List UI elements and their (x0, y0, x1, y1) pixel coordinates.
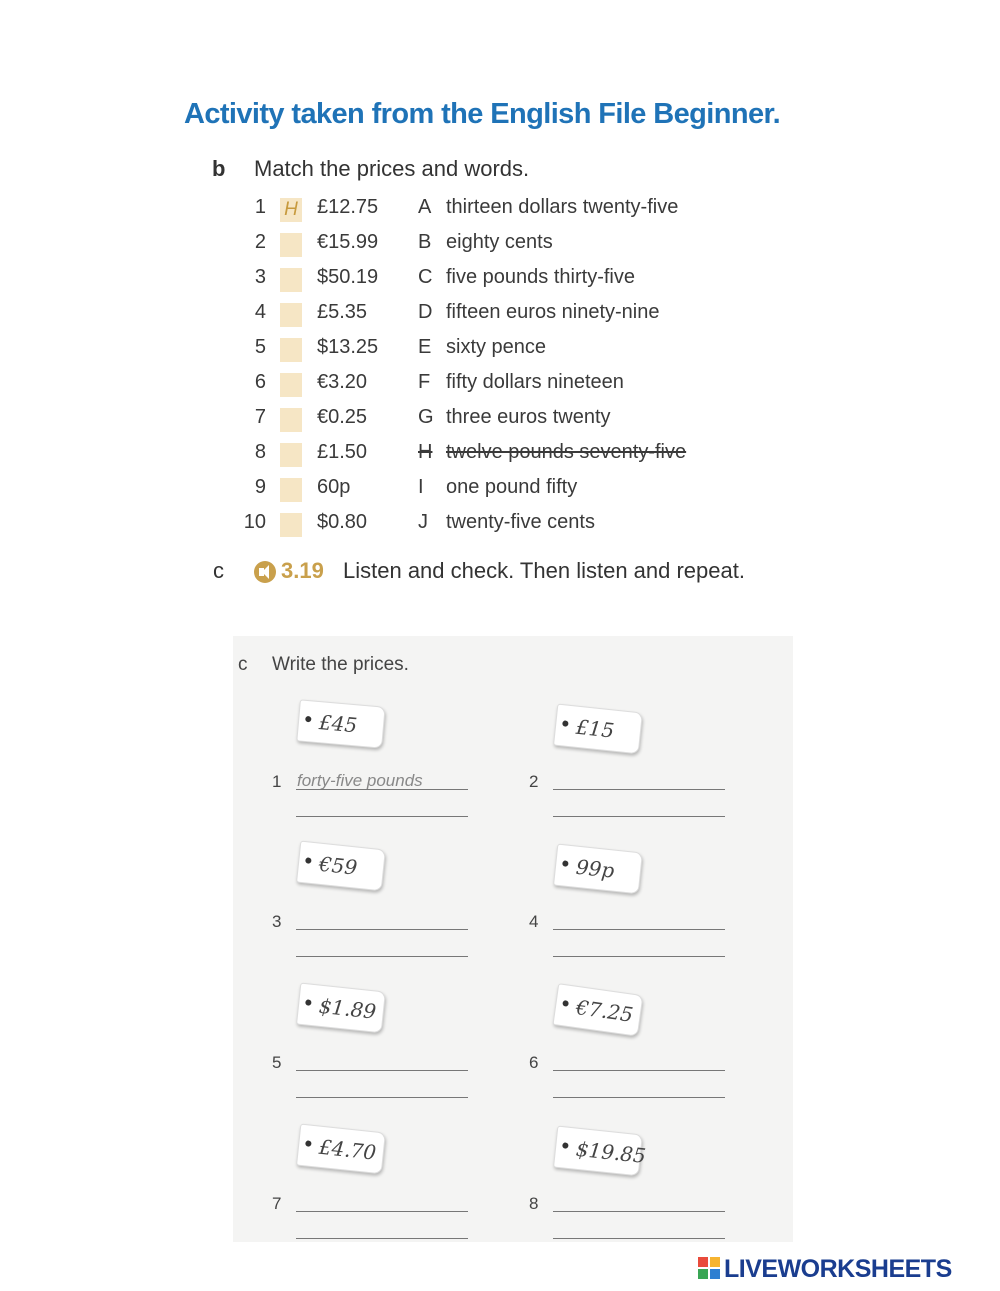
price-tag (553, 704, 643, 755)
option-words: fifty dollars nineteen (446, 371, 624, 393)
price-tag (553, 844, 643, 895)
answer-line[interactable] (296, 1070, 468, 1071)
answer-box[interactable] (280, 233, 302, 257)
answer-box[interactable] (280, 443, 302, 467)
match-row (230, 196, 870, 226)
answer-line[interactable] (553, 929, 725, 930)
item-number: 2 (529, 772, 539, 791)
answer-box[interactable] (280, 513, 302, 537)
price-tag (296, 699, 385, 748)
row-number: 6 (254, 371, 266, 393)
row-number: 5 (254, 336, 266, 358)
price: €3.20 (317, 371, 368, 393)
answer-line[interactable] (296, 816, 468, 817)
answer-line[interactable] (296, 1238, 468, 1239)
tag-hole-icon (562, 1142, 569, 1149)
tag-hole-icon (305, 857, 312, 864)
item-number: 1 (272, 772, 282, 791)
match-row (230, 301, 870, 331)
logo-text: LIVEWORKSHEETS (724, 1255, 952, 1283)
answer-line[interactable] (553, 1070, 725, 1071)
option-letter: C (418, 266, 433, 288)
item-number: 6 (529, 1053, 539, 1072)
option-words: one pound fifty (446, 476, 578, 498)
price-tag (296, 841, 386, 892)
match-row (230, 511, 870, 541)
tag-price: $1.89 (317, 993, 378, 1024)
option-letter: J (418, 511, 428, 533)
item-number: 3 (272, 912, 282, 931)
price: €15.99 (317, 231, 379, 253)
price: 60p (317, 476, 351, 498)
option-letter: E (418, 336, 432, 358)
price-tag (296, 1124, 386, 1175)
item-number: 8 (529, 1194, 539, 1213)
tag-hole-icon (562, 1000, 569, 1007)
logo-grid-icon (698, 1257, 720, 1279)
tag-price: $19.85 (574, 1136, 647, 1168)
row-number: 3 (254, 266, 266, 288)
write-instruction: Write the prices. (272, 654, 409, 675)
row-number: 7 (254, 406, 266, 428)
option-words: three euros twenty (446, 406, 611, 428)
option-words: twenty-five cents (446, 511, 595, 533)
row-number: 4 (254, 301, 266, 323)
row-number: 9 (254, 476, 266, 498)
answer-box[interactable] (280, 268, 302, 292)
tag-hole-icon (305, 716, 312, 723)
row-number: 8 (254, 441, 266, 463)
option-words: twelve pounds seventy-five (446, 441, 687, 463)
price: £5.35 (317, 301, 368, 323)
answer-box[interactable]: H (280, 198, 302, 222)
option-words: fifteen euros ninety-nine (446, 301, 660, 323)
answer-line[interactable] (296, 1211, 468, 1212)
option-letter: D (418, 301, 433, 323)
item-number: 5 (272, 1053, 282, 1072)
tag-price: €7.25 (574, 995, 635, 1027)
tag-price: £15 (574, 714, 616, 743)
price: $13.25 (317, 336, 379, 358)
option-letter: F (418, 371, 431, 393)
written-answer: forty-five pounds (297, 771, 423, 790)
match-row (230, 476, 870, 506)
tag-hole-icon (305, 999, 312, 1006)
row-number: 1 (254, 196, 266, 218)
row-number: 2 (254, 231, 266, 253)
item-number: 7 (272, 1194, 282, 1213)
option-words: eighty cents (446, 231, 553, 253)
row-number: 10 (243, 511, 266, 533)
item-number: 4 (529, 912, 539, 931)
answer-box[interactable] (280, 408, 302, 432)
write-section-letter: c (238, 654, 248, 675)
section-c-letter: c (213, 558, 224, 583)
price: £1.50 (317, 441, 368, 463)
option-letter: B (418, 231, 432, 253)
option-letter: H (418, 441, 433, 463)
tag-price: 99p (574, 854, 616, 883)
option-words: sixty pence (446, 336, 547, 358)
price: $0.80 (317, 511, 368, 533)
answer-line[interactable] (553, 1211, 725, 1212)
option-letter: G (418, 406, 434, 428)
page-title: Activity taken from the English File Beginner. (184, 98, 781, 130)
match-row (230, 231, 870, 261)
answer-line[interactable] (553, 816, 725, 817)
match-row (230, 371, 870, 401)
price: $50.19 (317, 266, 379, 288)
match-row (230, 406, 870, 436)
answer-line[interactable] (553, 789, 725, 790)
section-b-letter: b (212, 156, 226, 181)
answer-line[interactable] (296, 929, 468, 930)
option-words: five pounds thirty-five (446, 266, 635, 288)
answer-line[interactable] (296, 956, 468, 957)
answer-line[interactable] (553, 956, 725, 957)
answer-line[interactable] (553, 1097, 725, 1098)
answer-line[interactable] (296, 1097, 468, 1098)
section-b-instruction: Match the prices and words. (254, 156, 530, 181)
tag-price: £4.70 (317, 1134, 378, 1165)
tag-price: €59 (317, 851, 359, 880)
answer-box[interactable] (280, 303, 302, 327)
tag-hole-icon (305, 1140, 312, 1147)
match-row (230, 266, 870, 296)
speaker-icon[interactable] (254, 561, 276, 583)
audio-track-number: 3.19 (281, 558, 324, 583)
answer-box[interactable] (280, 478, 302, 502)
price-tag (553, 1126, 647, 1177)
listen-instruction: Listen and check. Then listen and repeat. (343, 558, 745, 583)
option-letter: A (418, 196, 432, 218)
answer-box[interactable] (280, 338, 302, 362)
option-letter: I (418, 476, 424, 498)
tag-price: £45 (318, 710, 359, 738)
price-tag (296, 983, 386, 1034)
price: £12.75 (317, 196, 379, 218)
option-words: thirteen dollars twenty-five (446, 196, 679, 218)
price: €0.25 (317, 406, 368, 428)
answer-line[interactable] (553, 1238, 725, 1239)
match-row (230, 336, 870, 366)
answer-box[interactable] (280, 373, 302, 397)
tag-hole-icon (562, 860, 569, 867)
answer-line[interactable] (296, 789, 468, 790)
tag-hole-icon (562, 720, 569, 727)
match-row (230, 441, 870, 471)
